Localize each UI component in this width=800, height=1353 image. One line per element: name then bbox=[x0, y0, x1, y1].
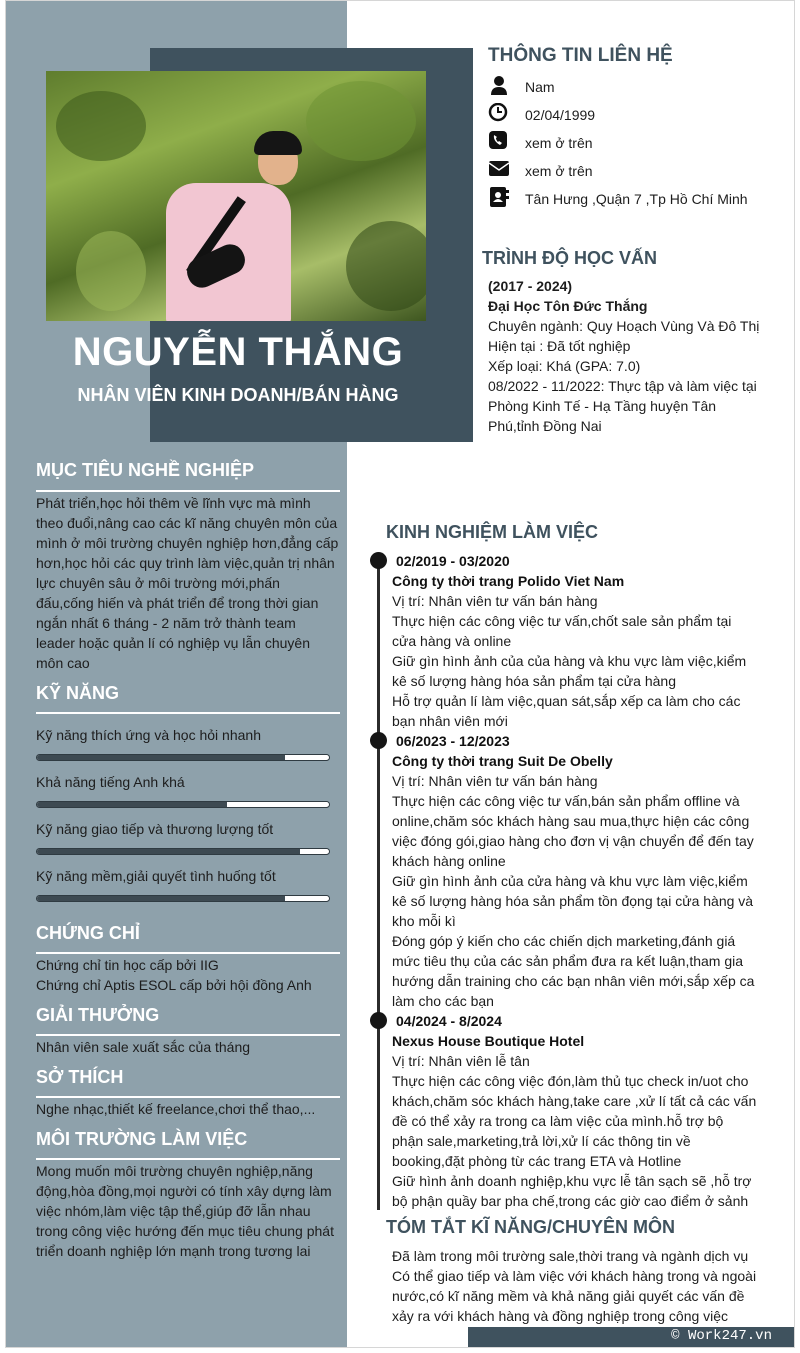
timeline-dot bbox=[370, 732, 387, 749]
environment-text: Mong muốn môi trường chuyên nghiệp,năng động,hòa đồng,mọi người có tính xây dựng làm việc nhóm,làm việc tập thể,giúp đỡ lẫn nhau trong công việc hướng đến mục tiêu chung phát triển doanh nghiệp lớn mạnh trong tương lai bbox=[36, 1163, 334, 1259]
skill-label: Khả năng tiếng Anh khá bbox=[36, 774, 185, 790]
address-book-icon bbox=[488, 187, 510, 209]
job-description: Vị trí: Nhân viên tư vấn bán hàng Thực hiện các công việc tư vấn,bán sản phẩm offline và online,chăm sóc khách hàng sau mua,thực hiện các công việc đóng gói,giao hàng cho đơn vị vận chuyển để đến tay khách hàng online Giữ gìn hình ảnh của cửa hàng và khu vực làm việc,kiểm kê số lượng hàng hóa sản phẩm tồn đọng tại cửa hàng và kho mỗi kì Đóng góp ý kiến cho các chiến dịch marketing,đánh giá mức tiêu thụ của các sản phẩm đưa ra kết luận,tham gia hướng dẫn training cho các bạn nhân viên mới,sắp xếp ca làm cho các bạn bbox=[392, 773, 755, 1009]
experience-title: KINH NGHIỆM LÀM VIỆC bbox=[386, 522, 599, 542]
education-line: Hiện tại : Đã tốt nghiệp bbox=[488, 338, 631, 354]
skill-level-bar bbox=[36, 801, 330, 808]
environment-title: MÔI TRƯỜNG LÀM VIỆC bbox=[36, 1129, 248, 1149]
contact-value: Nam bbox=[525, 79, 555, 95]
job-date: 02/2019 - 03/2020 bbox=[396, 553, 510, 569]
awards-text: Nhân viên sale xuất sắc của tháng bbox=[36, 1039, 251, 1055]
section-divider bbox=[36, 712, 340, 714]
candidate-job-title: NHÂN VIÊN KINH DOANH/BÁN HÀNG bbox=[77, 385, 399, 405]
phone-icon bbox=[488, 131, 510, 153]
skill-level-bar bbox=[36, 754, 330, 761]
education-line: Xếp loại: Khá (GPA: 7.0) bbox=[488, 358, 641, 374]
timeline-dot bbox=[370, 552, 387, 569]
skill-label: Kỹ năng thích ứng và học hỏi nhanh bbox=[36, 727, 261, 743]
contact-value: Tân Hưng ,Quận 7 ,Tp Hồ Chí Minh bbox=[525, 191, 748, 207]
contact-birthday bbox=[488, 103, 788, 127]
section-divider bbox=[36, 952, 340, 954]
job-description: Vị trí: Nhân viên lễ tân Thực hiện các công việc đón,làm thủ tục check in/uot cho khách,chăm sóc khách hàng,take care ,xử lí tất cả các vấn đề có thể xảy ra trong ca làm việc của mình.hỗ trợ bộ phận sale,marketing,trả lời,xử lí các thông tin về booking,đặt phòng từ các trang ETA và Hotline Giữ hình ảnh doanh nghiệp,khu vực lễ tân sạch sẽ ,hỗ trợ bộ phận quầy bar pha chế,trong các giờ cao điểm ở sảnh bbox=[392, 1053, 757, 1209]
contact-address bbox=[488, 187, 788, 211]
contact-gender bbox=[488, 75, 788, 99]
job-date: 06/2023 - 12/2023 bbox=[396, 733, 510, 749]
education-line: 08/2022 - 11/2022: Thực tập và làm việc tại bbox=[488, 378, 757, 394]
job-description: Vị trí: Nhân viên tư vấn bán hàng Thực hiện các công việc tư vấn,chốt sale sản phẩm tại cửa hàng và online Giữ gìn hình ảnh của của hàng và khu vực làm việc,kiểm kê số lượng hàng hóa sản phẩm tại cửa hàng Hỗ trợ quản lí làm việc,quan sát,sắp xếp ca làm cho các bạn nhân viên mới bbox=[392, 593, 747, 729]
education-line: Phòng Kinh Tế - Hạ Tầng huyện Tân bbox=[488, 398, 717, 414]
summary-title: TÓM TẮT KĨ NĂNG/CHUYÊN MÔN bbox=[386, 1217, 675, 1237]
timeline-dot bbox=[370, 1012, 387, 1029]
section-divider bbox=[36, 490, 340, 492]
hobbies-title: SỞ THÍCH bbox=[36, 1067, 124, 1087]
education-line: Chuyên ngành: Quy Hoạch Vùng Và Đô Thị bbox=[488, 318, 760, 334]
awards-title: GIẢI THƯỞNG bbox=[36, 1005, 160, 1025]
skill-level-bar bbox=[36, 895, 330, 902]
objective-title: MỤC TIÊU NGHỀ NGHIỆP bbox=[36, 460, 255, 480]
job-company: Nexus House Boutique Hotel bbox=[392, 1033, 585, 1049]
skill-label: Kỹ năng mềm,giải quyết tình huống tốt bbox=[36, 868, 276, 884]
contact-value: xem ở trên bbox=[525, 163, 593, 179]
footer-bar bbox=[468, 1327, 794, 1347]
job-company: Công ty thời trang Suit De Obelly bbox=[392, 753, 613, 769]
contact-value: xem ở trên bbox=[525, 135, 593, 151]
education-title: TRÌNH ĐỘ HỌC VẤN bbox=[482, 248, 657, 268]
section-divider bbox=[36, 1034, 340, 1036]
contact-email bbox=[488, 159, 788, 183]
contact-title: THÔNG TIN LIÊN HỆ bbox=[488, 45, 673, 66]
footer-watermark[interactable]: © Work247.vn bbox=[671, 1328, 772, 1344]
profile-photo bbox=[46, 71, 426, 321]
envelope-icon bbox=[488, 159, 510, 181]
education-line: Phú,tỉnh Đồng Nai bbox=[488, 418, 602, 434]
education-period: (2017 - 2024) bbox=[488, 278, 573, 294]
summary-text: Đã làm trong môi trường sale,thời trang và ngành dịch vụ Có thể giao tiếp và làm việc với khách hàng trong và ngoài nước,có kĩ năng mềm và khả năng giải quyết các vấn đề xảy ra với khách hàng và đồng nghiệp trong công việc bbox=[392, 1248, 757, 1324]
section-divider bbox=[36, 1096, 340, 1098]
user-icon bbox=[488, 75, 510, 97]
candidate-name: NGUYỄN THẮNG bbox=[72, 330, 404, 374]
timeline-line bbox=[377, 560, 380, 1210]
job-company: Công ty thời trang Polido Viet Nam bbox=[392, 573, 625, 589]
clock-icon bbox=[488, 103, 510, 125]
job-date: 04/2024 - 8/2024 bbox=[396, 1013, 502, 1029]
certificates-text: Chứng chỉ tin học cấp bởi IIG Chứng chỉ Aptis ESOL cấp bởi hội đồng Anh bbox=[36, 957, 312, 993]
education-school: Đại Học Tôn Đức Thắng bbox=[488, 298, 648, 314]
certificates-title: CHỨNG CHỈ bbox=[36, 923, 140, 943]
contact-value: 02/04/1999 bbox=[525, 107, 596, 123]
contact-phone bbox=[488, 131, 788, 155]
skill-label: Kỹ năng giao tiếp và thương lượng tốt bbox=[36, 821, 274, 837]
hobbies-text: Nghe nhạc,thiết kế freelance,chơi thể thao,... bbox=[36, 1101, 316, 1117]
skills-title: KỸ NĂNG bbox=[36, 683, 120, 703]
skill-level-bar bbox=[36, 848, 330, 855]
section-divider bbox=[36, 1158, 340, 1160]
objective-text: Phát triển,học hỏi thêm về lĩnh vực mà mình theo đuổi,nâng cao các kĩ năng chuyên môn của mình ở môi trường chuyên nghiệp hơn,đẳng cấp hơn,học hỏi các quy trình làm việc,quản trị nhân lực chuyên sâu ở môi trường mới,phấn đấu,cống hiến và phát triển để trong thời gian ngắn nhất 6 tháng - 2 năm trở thành team leader hoặc quản lí có nghiệp vụ lẫn chuyên môn cao bbox=[36, 495, 339, 671]
